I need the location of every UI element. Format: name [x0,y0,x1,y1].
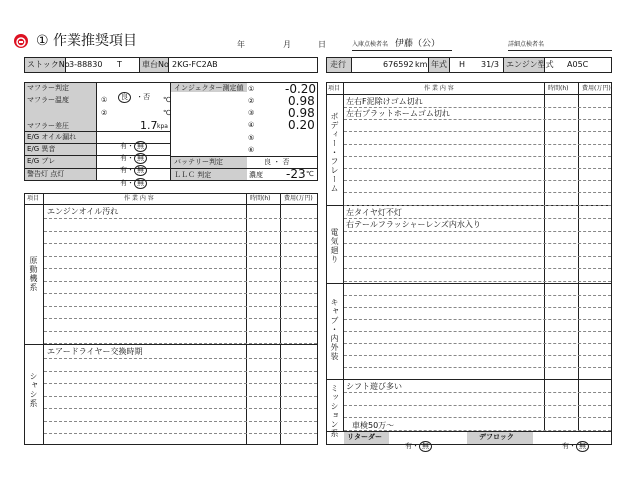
noise-label: E/G 異音 [27,145,56,153]
inj-n5: ⑤ [248,134,255,142]
temp-n1: ① [101,96,108,104]
mileage-unit: km [415,60,428,69]
oil-leak-label: E/G オイル漏れ [27,133,77,141]
diff-lock-yes: 有・ [562,442,576,450]
diff-lock-none: 無 [576,441,589,452]
left-sec2-item1: エアードライヤー交換時期 [47,347,143,356]
warn-lamp-yes: 有・ [120,179,134,187]
ruling-line [44,383,317,384]
muffler-diff-unit: kpa [157,123,168,130]
right-sec2-item1: 左タイヤ灯不灯 [346,208,402,217]
left-col-item: 項目 [27,195,40,202]
oil-leak-none: 無 [134,141,147,152]
muffler-judge-label: マフラー判定 [27,84,69,92]
llc-unit: ℃ [306,170,314,178]
logo-icon [14,34,28,48]
ruling-line [344,343,611,344]
shake-yes: 有・ [120,166,134,174]
ruling-line [44,371,317,372]
detail-inspector-label: 詳細点検者名 [508,41,545,48]
engine-label: エンジン型式 [506,60,554,69]
mileage-label: 走行 [330,60,346,69]
right-sec4-label: ミッション系 [330,384,339,438]
inj-v3: 0.98 [288,106,315,120]
battery-label: バッテリー判定 [174,158,223,166]
muffler-good: 良 [118,92,131,103]
ruling-line [344,156,611,157]
ruling-line [344,256,611,257]
inj-v2: 0.98 [288,94,315,108]
ruling-line [344,307,611,308]
ruling-line [44,358,317,359]
retarder-yes: 有・ [405,442,419,450]
ruling-line [44,256,317,257]
warn-lamp-label: 警告灯 点灯 [27,170,65,178]
date-month: 月 [283,40,291,49]
ruling-line [44,343,317,344]
muffler-temp-label: マフラー温度 [27,96,69,104]
ruling-line [344,192,611,193]
oil-leak-yes: 有・ [120,142,134,150]
muffler-diff-label: マフラー差圧 [27,122,69,130]
muffler-no: ・否 [136,93,151,101]
diff-lock-label: デフロック [479,433,514,441]
muffler-diff-value: 1.7 [140,119,158,132]
right-sec4-item1: シフト遊び多い [346,382,402,391]
ruling-line [344,243,611,244]
ruling-line [344,355,611,356]
ruling-line [44,318,317,319]
ruling-line [344,331,611,332]
mileage-value: 676592 [383,60,414,69]
stock-value: 3-88830 [69,60,103,69]
temp-unit-2: ℃ [163,109,171,117]
chassis-value: 2KG-FC2AB [172,60,218,69]
year-label: 年式 [431,60,447,69]
right-sec1-item1: 左右F泥除けゴム切れ [346,97,423,106]
shake-label: E/G ブレ [27,157,56,165]
ruling-line [44,281,317,282]
right-sec4-item2: 車検50万～ [352,421,395,430]
ruling-line [344,107,611,108]
ruling-line [44,306,317,307]
engine-value: A05C [567,60,589,69]
ruling-line [44,231,317,232]
ruling-line [344,168,611,169]
ruling-line [44,243,317,244]
injector-label: インジェクター測定値 [174,84,244,92]
inj-n3: ③ [248,109,255,117]
retarder-none: 無 [419,441,432,452]
ruling-line [344,205,611,206]
noise-none: 無 [134,153,147,164]
inspector-label: 入庫点検者名 [352,41,389,48]
ruling-line [344,281,611,282]
right-col-item: 項目 [328,85,341,92]
inj-n1: ① [248,85,255,93]
right-col-time: 時間(h) [548,85,569,92]
ruling-line [344,268,611,269]
ruling-line [44,408,317,409]
shake-none: 無 [134,165,147,176]
ruling-line [44,293,317,294]
left-col-work: 作 業 内 容 [124,195,154,202]
stock-label: ストックNo [27,60,70,69]
left-sec1-label: 原動機系 [29,256,38,292]
page-title: ① 作業推奨項目 [36,33,138,49]
year-value: 31/3 [481,60,499,69]
ruling-line [344,218,611,219]
ruling-line [44,396,317,397]
ruling-line [344,405,611,406]
ruling-line [44,331,317,332]
ruling-line [344,295,611,296]
left-col-cost: 費用(万円) [284,195,313,202]
year-era: H [459,60,466,69]
right-sec1-label: ボディー・フレーム [330,112,339,193]
ruling-line [44,433,317,434]
ruling-line [344,430,611,431]
stock-suffix: T [117,60,122,69]
date-year: 年 [237,40,245,49]
left-col-time: 時間(h) [250,195,271,202]
inj-n2: ② [248,97,255,105]
right-col-work: 作 業 内 容 [424,85,454,92]
battery-value: 良 ・ 否 [264,158,290,166]
inj-n6: ⑥ [248,146,255,154]
date-day: 日 [318,40,326,49]
temp-n2: ② [101,109,108,117]
right-sec1-item2: 左右プラットホームゴム切れ [346,109,450,118]
ruling-line [44,268,317,269]
ruling-line [44,218,317,219]
ruling-line [344,319,611,320]
right-sec2-item2: 右テールフラッシャーレンズ内水入り [346,220,481,229]
inj-v1: -0.20 [285,82,317,96]
left-sec2-label: シャシ系 [29,372,38,408]
chassis-label: 車台No [142,60,169,69]
temp-unit-1: ℃ [163,96,171,104]
left-sec1-item1: エンジンオイル汚れ [47,207,119,216]
inj-n4: ④ [248,121,255,129]
inspector-name: 伊藤（公） [395,39,441,49]
ruling-line [344,417,611,418]
ruling-line [344,392,611,393]
llc-label: ＬＬＣ 判定 [174,171,212,179]
ruling-line [344,231,611,232]
ruling-line [344,131,611,132]
ruling-line [344,144,611,145]
right-col-cost: 費用(万円) [582,85,611,92]
ruling-line [44,421,317,422]
retarder-label: リターダー [347,433,382,441]
right-sec3-label: キャブ・内外装 [330,298,339,361]
ruling-line [344,119,611,120]
right-sec2-label: 電気廻り [330,228,339,264]
noise-yes: 有・ [120,154,134,162]
llc-value: -23 [286,167,306,181]
ruling-line [344,367,611,368]
llc-conc: 濃度 [249,171,263,179]
inj-v4: 0.20 [288,118,315,132]
warn-lamp-none: 無 [134,178,147,189]
ruling-line [344,180,611,181]
